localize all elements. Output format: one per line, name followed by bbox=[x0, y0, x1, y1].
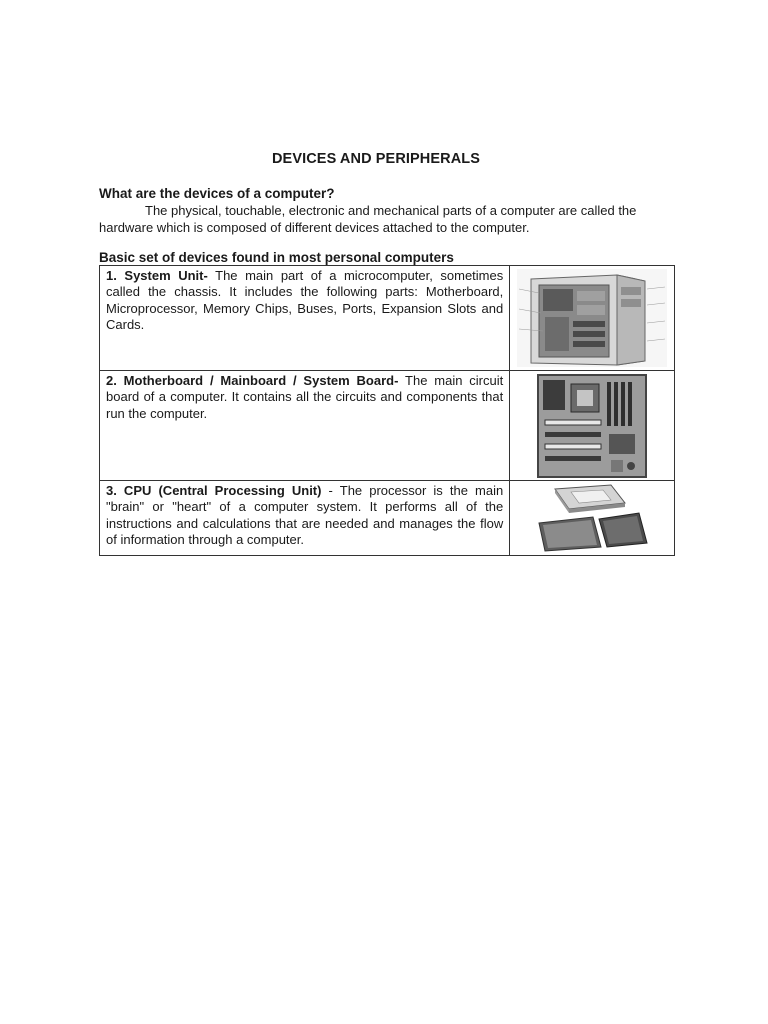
device-text: - The processor is the main "brain" or "heart" of a computer system. It performs all of the instructions and calculations that are needed and manages the flow of information through a computer. bbox=[106, 483, 504, 547]
intro-paragraph: The physical, touchable, electronic and mechanical parts of a computer are called the hardware which is composed of different devices attached to the computer. bbox=[99, 203, 637, 235]
device-term: 3. CPU (Central Processing Unit) bbox=[106, 483, 322, 498]
device-description bbox=[100, 266, 510, 371]
device-text: The main circuit board of a computer. It contains all the circuits and components that run the computer. bbox=[106, 373, 504, 421]
device-term: 2. Motherboard / Mainboard / System Board- bbox=[106, 373, 399, 388]
table-row bbox=[100, 266, 675, 371]
table-heading: Basic set of devices found in most personal computers bbox=[99, 250, 454, 265]
system-unit-photo bbox=[517, 269, 667, 367]
cpu-photo bbox=[533, 483, 651, 553]
table-row bbox=[100, 371, 675, 481]
device-description bbox=[100, 481, 510, 556]
devices-table bbox=[99, 265, 675, 556]
device-image-cell bbox=[510, 266, 675, 371]
page-title: DEVICES AND PERIPHERALS bbox=[271, 151, 481, 167]
device-description bbox=[100, 371, 510, 481]
device-text: The main part of a microcomputer, sometimes called the chassis. It includes the following parts: Motherboard, Microprocessor, Memory Chips, Buses, Ports, Expansion Slots and Cards. bbox=[106, 268, 504, 332]
motherboard-photo bbox=[537, 374, 647, 478]
table-row bbox=[100, 481, 675, 556]
device-image-cell bbox=[510, 371, 675, 481]
device-image-cell bbox=[510, 481, 675, 556]
section-question: What are the devices of a computer? bbox=[99, 186, 335, 201]
device-term: 1. System Unit- bbox=[106, 268, 208, 283]
